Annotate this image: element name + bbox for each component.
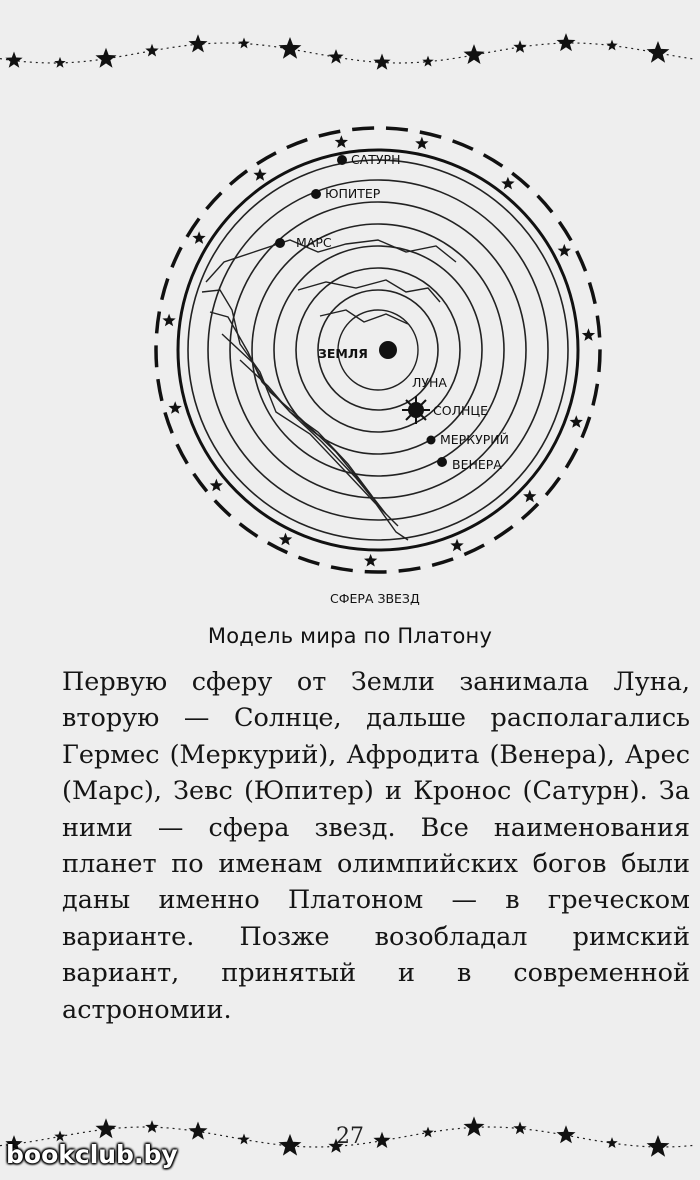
watermark: bookclub.by bbox=[6, 1140, 178, 1169]
star-icon bbox=[5, 52, 22, 68]
saturn-label: САТУРН bbox=[351, 152, 401, 167]
mars-label: МАРС bbox=[296, 235, 332, 250]
star-icon bbox=[328, 49, 343, 64]
star-icon bbox=[279, 533, 292, 546]
top-star-garland bbox=[0, 28, 700, 78]
star-icon bbox=[279, 37, 302, 59]
star-icon bbox=[253, 168, 266, 181]
star-icon bbox=[606, 40, 617, 51]
star-icon bbox=[450, 539, 463, 552]
star-icon bbox=[364, 554, 377, 567]
star-icon bbox=[523, 490, 536, 503]
outer-boundary-circle bbox=[178, 150, 578, 550]
star-sphere-label: СФЕРА ЗВЕЗД bbox=[330, 591, 420, 606]
star-icon bbox=[145, 44, 158, 57]
mercury-planet bbox=[427, 436, 436, 445]
saturn-planet bbox=[337, 155, 347, 165]
star-icon bbox=[513, 40, 526, 53]
star-icon bbox=[647, 41, 670, 63]
sun-icon bbox=[402, 396, 430, 424]
star-icon bbox=[210, 479, 223, 492]
star-icon bbox=[558, 244, 571, 257]
mercury-label: МЕРКУРИЙ bbox=[440, 432, 509, 447]
page-number: 27 bbox=[336, 1124, 364, 1149]
star-icon bbox=[373, 54, 390, 70]
mars-planet bbox=[275, 238, 285, 248]
earth-planet bbox=[379, 341, 397, 359]
moon-label: ЛУНА bbox=[412, 375, 447, 390]
star-icon bbox=[570, 415, 583, 428]
star-icon bbox=[189, 34, 208, 52]
venus-planet bbox=[437, 457, 447, 467]
sun-label: СОЛНЦЕ bbox=[433, 403, 488, 418]
jupiter-label: ЮПИТЕР bbox=[325, 186, 381, 201]
jupiter-planet bbox=[311, 189, 321, 199]
figure-caption: Модель мира по Платону bbox=[207, 624, 493, 648]
star-icon bbox=[169, 401, 182, 414]
earth-label: ЗЕМЛЯ bbox=[318, 346, 368, 361]
body-paragraph: Первую сферу от Земли занимала Луна, вторую — Солнце, дальше располагались Гермес (Меркурий), Афродита (Венера), Арес (Марс), Зевс (Юпитер) и Кронос (Сатурн). За ними — сфера звезд. Все наименования планет по именам олимпийских богов были даны именно Платоном — в греческом варианте. Позже возобладал римский вариант, принятый и в современной астрономии. bbox=[62, 667, 690, 1025]
star-icon bbox=[464, 44, 485, 64]
star-icon bbox=[501, 177, 514, 190]
star-icon bbox=[557, 33, 576, 51]
star-icon bbox=[335, 135, 348, 148]
star-icon bbox=[192, 231, 205, 244]
star-icon bbox=[238, 38, 249, 49]
star-icon bbox=[54, 57, 65, 68]
plato-world-model-diagram bbox=[150, 112, 630, 612]
moon-icon bbox=[398, 374, 406, 388]
venus-label: ВЕНЕРА bbox=[452, 457, 502, 472]
star-icon bbox=[162, 314, 175, 327]
star-icon bbox=[415, 137, 428, 150]
star-icon bbox=[96, 48, 117, 68]
star-icon bbox=[582, 328, 595, 341]
star-icon bbox=[422, 56, 433, 67]
body-text bbox=[62, 664, 690, 1028]
